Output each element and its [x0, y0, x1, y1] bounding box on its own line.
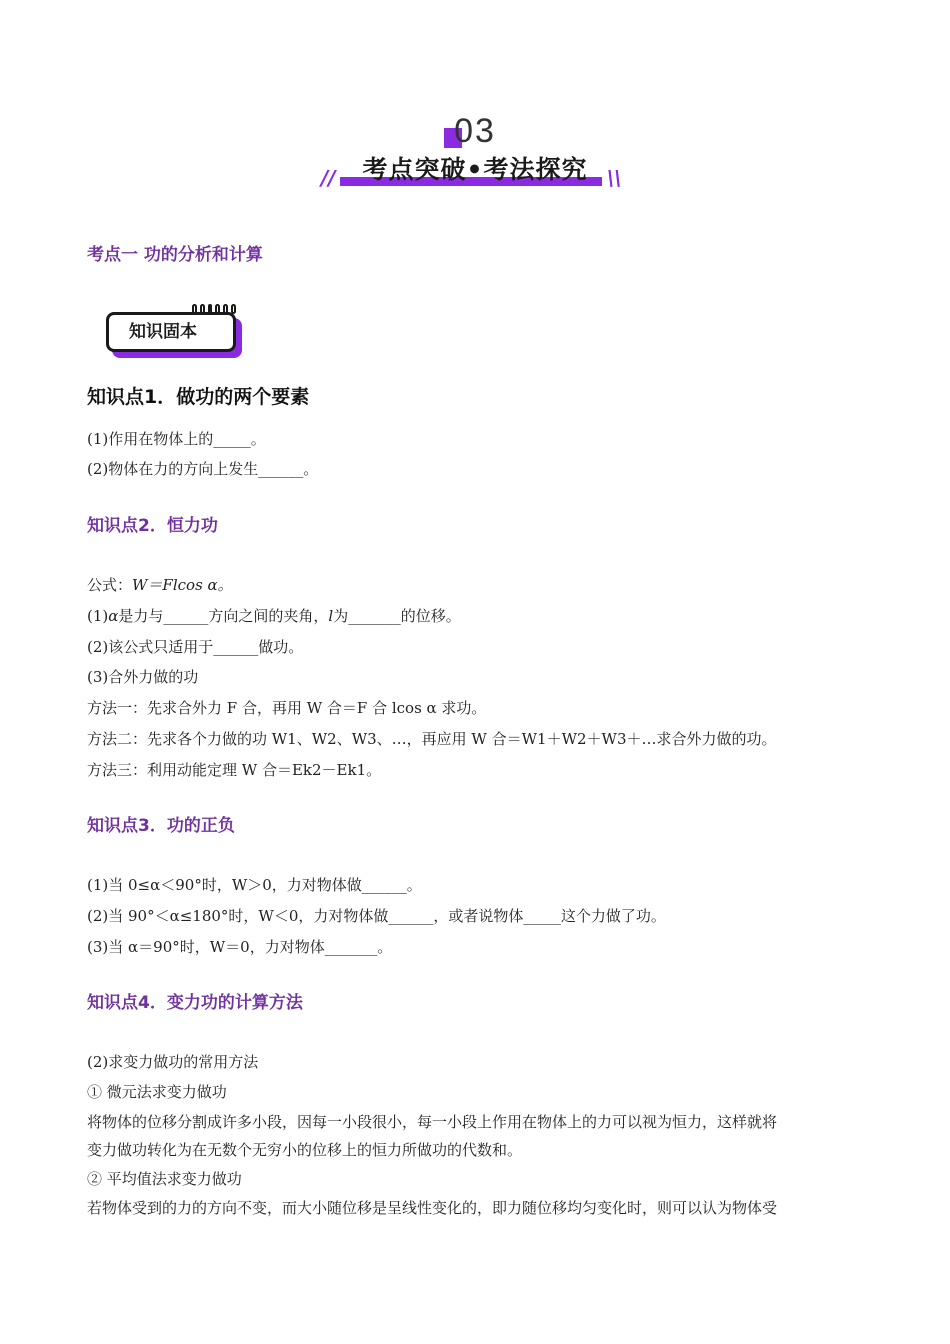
kp1-line-1: (1)作用在物体上的_____。 [87, 430, 266, 448]
kp4-title: 知识点4．变力功的计算方法 [87, 993, 303, 1013]
kp4-line-4: 变力做功转化为在无数个无穷小的位移上的恒力所做功的代数和。 [87, 1141, 523, 1159]
kp2-formula-expr: W＝Flcos α。 [132, 576, 233, 594]
kp3-line-1: (1)当 0≤α＜90°时，W＞0，力对物体做______。 [87, 876, 422, 894]
kp3-line-3: (3)当 α＝90°时，W＝0，力对物体_______。 [87, 938, 393, 956]
header-slash-right: \\ [607, 166, 622, 190]
kp2-formula-prefix: 公式： [87, 576, 133, 594]
kp2-l1-alpha: α [108, 607, 119, 625]
kp2-title: 知识点2．恒力功 [87, 516, 218, 536]
header-slash-left: // [321, 166, 336, 190]
kp3-title: 知识点3．功的正负 [87, 816, 235, 836]
kp4-line-6: 若物体受到的力的方向不变，而大小随位移是呈线性变化的，即力随位移均匀变化时，则可以认为物体受 [87, 1199, 778, 1217]
kp1-line-2: (2)物体在力的方向上发生______。 [87, 460, 319, 478]
kp2-method-2: 方法二：先求各个力做的功 W1、W2、W3、…，再应用 W 合＝W1＋W2＋W3＋…求合外力做的功。 [87, 730, 777, 748]
chapter-number: 03 [454, 112, 496, 150]
kp2-line-3: (3)合外力做的功 [87, 668, 199, 686]
kp2-line-1 [87, 605, 461, 626]
kp2-method-1: 方法一：先求合外力 F 合，再用 W 合＝F 合 lcos α 求功。 [87, 699, 487, 717]
notebook-rings-icon [192, 304, 236, 314]
kp4-line-3: 将物体的位移分割成许多小段，因每一小段很小，每一小段上作用在物体上的力可以视为恒力，这样就将 [87, 1113, 778, 1131]
section-badge [106, 310, 246, 360]
kp2-l1-prefix: (1) [87, 607, 109, 625]
badge-label: 知识固本 [106, 312, 236, 352]
section-heading: 考点一 功的分析和计算 [87, 245, 263, 265]
kp2-formula [87, 574, 233, 595]
kp2-l1-l: l [328, 607, 334, 625]
kp3-line-2: (2)当 90°＜α≤180°时，W＜0，力对物体做______，或者说物体_____这个力做了功。 [87, 907, 666, 925]
kp2-line-2: (2)该公式只适用于______做功。 [87, 638, 304, 656]
kp1-title: 知识点1．做功的两个要素 [87, 386, 310, 408]
kp4-line-2: ① 微元法求变力做功 [87, 1083, 227, 1101]
kp4-line-1: (2)求变力做功的常用方法 [87, 1053, 259, 1071]
page-title: 考点突破•考法探究 [362, 155, 588, 184]
kp2-method-3: 方法三：利用动能定理 W 合＝Ek2－Ek1。 [87, 761, 382, 779]
kp2-l1-mid: 是力与______方向之间的夹角， [118, 607, 329, 625]
kp4-line-5: ② 平均值法求变力做功 [87, 1170, 242, 1188]
kp2-l1-end: 为_______的位移。 [333, 607, 461, 625]
